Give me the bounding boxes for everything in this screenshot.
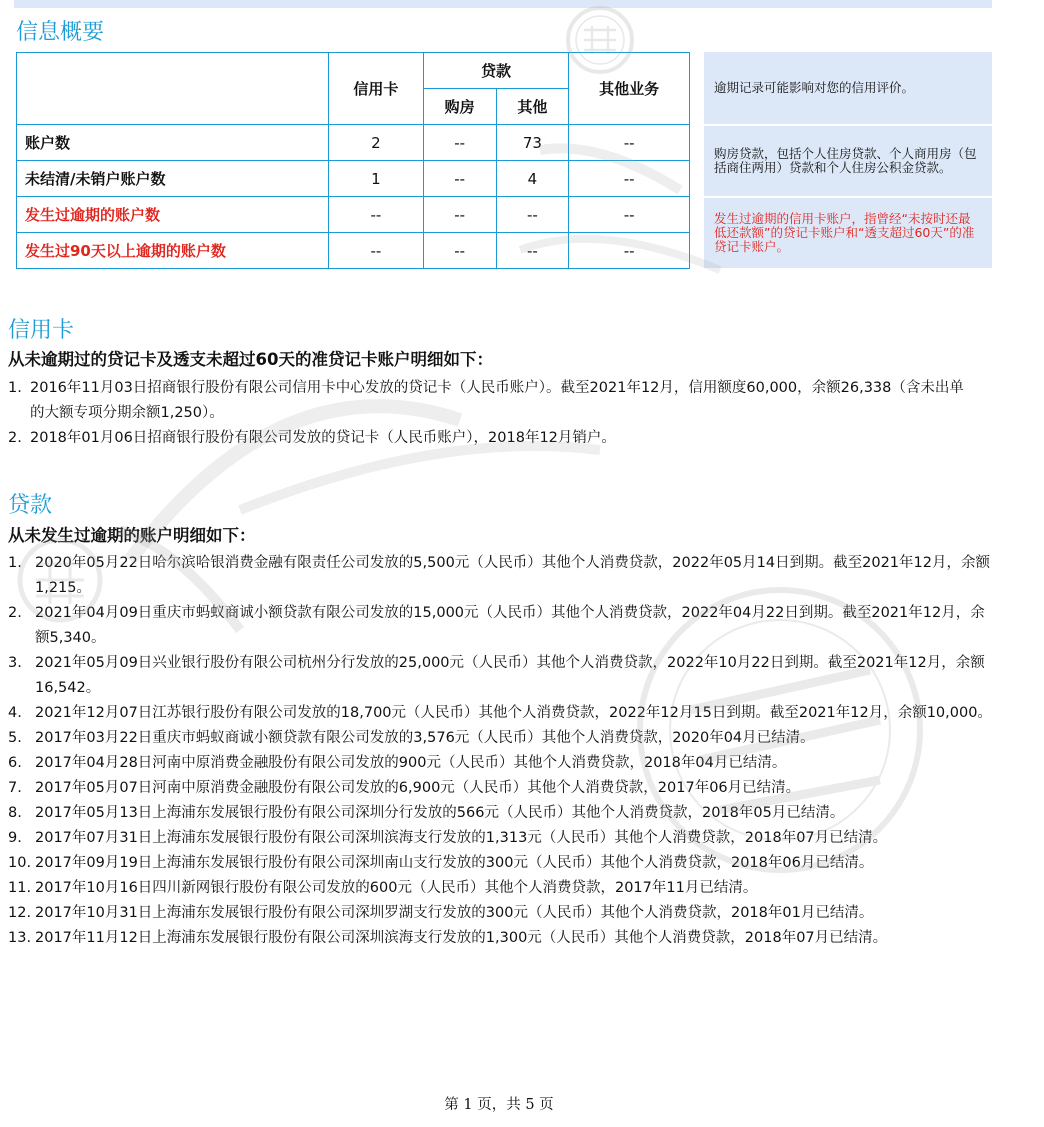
item-text: 2018年01月06日招商银行股份有限公司发放的贷记卡（人民币账户），2018年12月销户。 — [30, 430, 616, 446]
list-item — [8, 426, 976, 451]
note-overdue-definition: 发生过逾期的信用卡账户，指曾经“未按时还最低还款额”的贷记卡账户和“透支超过60天”的准贷记卡账户。 — [704, 198, 992, 268]
list-item — [8, 551, 998, 601]
credit-card-list — [8, 376, 976, 451]
list-item — [8, 801, 998, 826]
item-text: 2017年05月13日上海浦东发展银行股份有限公司深圳分行发放的566元（人民币）其他个人消费贷款，2018年05月已结清。 — [35, 805, 845, 821]
item-number: 8. — [8, 805, 22, 821]
item-text: 2017年03月22日重庆市蚂蚁商诚小额贷款有限公司发放的3,576元（人民币）其他个人消费贷款，2020年04月已结清。 — [35, 730, 815, 746]
item-text: 2017年04月28日河南中原消费金融股份有限公司发放的900元（人民币）其他个人消费贷款，2018年04月已结清。 — [35, 755, 787, 771]
list-item — [8, 901, 998, 926]
item-text: 2020年05月22日哈尔滨哈银消费金融有限责任公司发放的5,500元（人民币）其他个人消费贷款，2022年05月14日到期。截至2021年12月，余额1,215。 — [35, 555, 990, 596]
cell-value: -- — [569, 125, 690, 161]
list-item — [8, 376, 976, 426]
cell-value: -- — [496, 197, 569, 233]
item-number: 2. — [8, 605, 22, 621]
cell-value: -- — [569, 233, 690, 269]
header-other-business: 其他业务 — [569, 53, 690, 125]
cell-value: -- — [329, 197, 424, 233]
top-band — [14, 0, 992, 8]
cell-value: -- — [423, 197, 496, 233]
list-item — [8, 826, 998, 851]
item-text: 2021年12月07日江苏银行股份有限公司发放的18,700元（人民币）其他个人消费贷款，2022年12月15日到期。截至2021年12月，余额10,000。 — [35, 705, 992, 721]
cell-value: 73 — [496, 125, 569, 161]
table-row — [17, 125, 690, 161]
item-text: 2021年05月09日兴业银行股份有限公司杭州分行发放的25,000元（人民币）其他个人消费贷款，2022年10月22日到期。截至2021年12月，余额16,542。 — [35, 655, 985, 696]
overview-title: 信息概要 — [16, 20, 105, 45]
page-number: 第 1 页，共 5 页 — [444, 1097, 554, 1113]
cell-value: 1 — [329, 161, 424, 197]
item-text: 2017年09月19日上海浦东发展银行股份有限公司深圳南山支行发放的300元（人民币）其他个人消费贷款，2018年06月已结清。 — [35, 855, 874, 871]
loan-title: 贷款 — [8, 493, 53, 518]
cell-value: 4 — [496, 161, 569, 197]
item-number: 11. — [8, 880, 32, 896]
header-loan: 贷款 — [423, 53, 569, 89]
list-item — [8, 601, 998, 651]
item-text: 2017年07月31日上海浦东发展银行股份有限公司深圳滨海支行发放的1,313元（人民币）其他个人消费贷款，2018年07月已结清。 — [35, 830, 888, 846]
item-number: 10. — [8, 855, 32, 871]
item-number: 1. — [8, 380, 22, 396]
loan-subheading: 从未发生过逾期的账户明细如下： — [8, 526, 256, 545]
list-item — [8, 776, 998, 801]
cell-value: -- — [423, 161, 496, 197]
item-text: 2017年05月07日河南中原消费金融股份有限公司发放的6,900元（人民币）其他个人消费贷款，2017年06月已结清。 — [35, 780, 801, 796]
list-item — [8, 851, 998, 876]
list-item — [8, 926, 998, 951]
cell-value: -- — [329, 233, 424, 269]
item-number: 13. — [8, 930, 32, 946]
item-number: 5. — [8, 730, 22, 746]
row-label: 未结清/未销户账户数 — [17, 161, 329, 197]
item-number: 2. — [8, 430, 22, 446]
loan-list — [8, 551, 998, 951]
item-number: 4. — [8, 705, 22, 721]
table-row — [17, 197, 690, 233]
table-row — [17, 233, 690, 269]
item-text: 2017年10月16日四川新网银行股份有限公司发放的600元（人民币）其他个人消费贷款，2017年11月已结清。 — [35, 880, 758, 896]
row-label: 账户数 — [17, 125, 329, 161]
cell-value: -- — [423, 233, 496, 269]
credit-card-title: 信用卡 — [8, 318, 75, 343]
item-number: 1. — [8, 555, 22, 571]
cell-value: -- — [569, 161, 690, 197]
item-number: 12. — [8, 905, 32, 921]
list-item — [8, 726, 998, 751]
item-text: 2021年04月09日重庆市蚂蚁商诚小额贷款有限公司发放的15,000元（人民币）其他个人消费贷款，2022年04月22日到期。截至2021年12月，余额5,340。 — [35, 605, 985, 646]
row-label: 发生过逾期的账户数 — [17, 197, 329, 233]
table-row — [17, 161, 690, 197]
list-item — [8, 701, 998, 726]
item-text: 2017年10月31日上海浦东发展银行股份有限公司深圳罗湖支行发放的300元（人民币）其他个人消费贷款，2018年01月已结清。 — [35, 905, 874, 921]
list-item — [8, 876, 998, 901]
item-text: 2016年11月03日招商银行股份有限公司信用卡中心发放的贷记卡（人民币账户）。截至2021年12月，信用额度60,000，余额26,338（含未出单的大额专项分期余额1,250）。 — [30, 380, 964, 421]
header-empty — [17, 53, 329, 125]
item-number: 3. — [8, 655, 22, 671]
item-text: 2017年11月12日上海浦东发展银行股份有限公司深圳滨海支行发放的1,300元（人民币）其他个人消费贷款，2018年07月已结清。 — [35, 930, 888, 946]
cell-value: 2 — [329, 125, 424, 161]
header-house: 购房 — [423, 89, 496, 125]
row-label: 发生过90天以上逾期的账户数 — [17, 233, 329, 269]
item-number: 9. — [8, 830, 22, 846]
item-number: 7. — [8, 780, 22, 796]
overview-notes — [704, 52, 992, 270]
cell-value: -- — [569, 197, 690, 233]
list-item — [8, 651, 998, 701]
list-item — [8, 751, 998, 776]
cell-value: -- — [496, 233, 569, 269]
note-overdue-impact: 逾期记录可能影响对您的信用评价。 — [704, 52, 992, 124]
cell-value: -- — [423, 125, 496, 161]
note-house-loan: 购房贷款，包括个人住房贷款、个人商用房（包括商住两用）贷款和个人住房公积金贷款。 — [704, 126, 992, 196]
item-number: 6. — [8, 755, 22, 771]
header-credit-card: 信用卡 — [329, 53, 424, 125]
credit-card-subheading: 从未逾期过的贷记卡及透支未超过60天的准贷记卡账户明细如下： — [8, 350, 493, 369]
summary-table — [16, 52, 690, 269]
header-other: 其他 — [496, 89, 569, 125]
